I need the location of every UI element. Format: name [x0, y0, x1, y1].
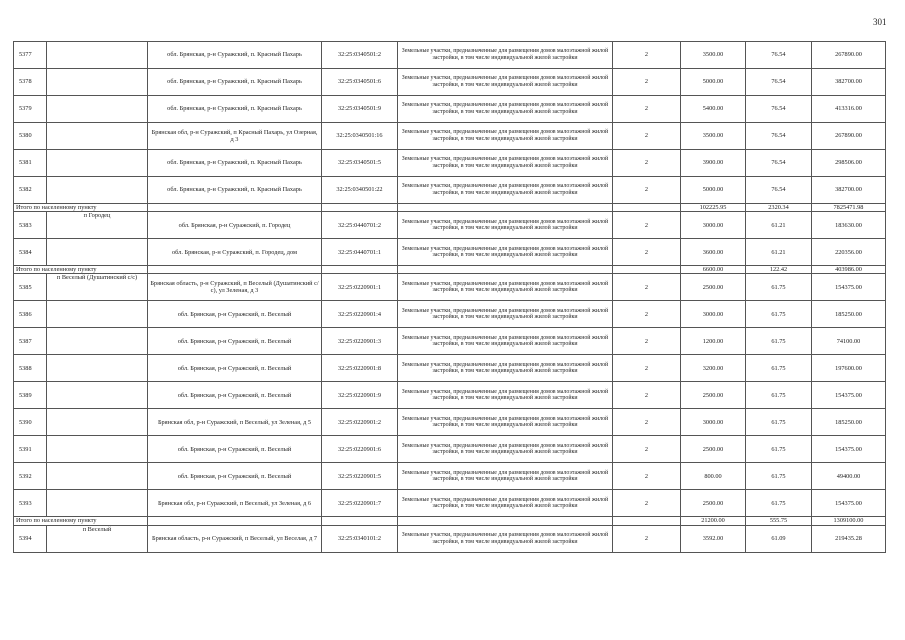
locality-label [47, 239, 148, 266]
rate-cell: 61.75 [746, 490, 812, 517]
locality-label [47, 301, 148, 328]
subtotal-value: 7825471.98 [812, 204, 886, 212]
land-purpose-cell: Земельные участки, предназначенные для размещения домов малоэтажной жилой застройки, в том числе индивидуальной жилой застройки [398, 382, 613, 409]
locality-label: п Городец [47, 212, 148, 239]
cadastral-number-cell: 32:25:0220901:6 [322, 436, 398, 463]
address-cell: обл. Брянская, р-н Суражский, п. Веселый [148, 355, 322, 382]
empty-cell [398, 517, 613, 525]
cadastral-number-cell: 32:25:0440701:1 [322, 239, 398, 266]
subtotal-row [14, 517, 886, 525]
land-purpose-cell: Земельные участки, предназначенные для размещения домов малоэтажной жилой застройки, в том числе индивидуальной жилой застройки [398, 436, 613, 463]
area-cell: 3900.00 [681, 150, 746, 177]
subtotal-rate: 122.42 [746, 266, 812, 274]
group-cell: 2 [613, 436, 681, 463]
land-purpose-cell: Земельные участки, предназначенные для размещения домов малоэтажной жилой застройки, в том числе индивидуальной жилой застройки [398, 69, 613, 96]
cadastral-value-table [13, 41, 886, 553]
empty-cell [148, 517, 322, 525]
cadastral-number-cell: 32:25:0220901:3 [322, 328, 398, 355]
rate-cell: 76.54 [746, 150, 812, 177]
row-number: 5388 [14, 355, 47, 382]
address-cell: Брянская обл, р-н Суражский, п Веселый, ул Зеленая, д 6 [148, 490, 322, 517]
group-cell: 2 [613, 355, 681, 382]
rate-cell: 61.09 [746, 525, 812, 552]
area-cell: 800.00 [681, 463, 746, 490]
subtotal-label: Итого по населенному пункту [14, 204, 148, 212]
rate-cell: 61.75 [746, 274, 812, 301]
group-cell: 2 [613, 274, 681, 301]
empty-cell [398, 204, 613, 212]
cadastral-value-cell: 267890.00 [812, 123, 886, 150]
row-number: 5384 [14, 239, 47, 266]
rate-cell: 76.54 [746, 177, 812, 204]
table-row [14, 490, 886, 517]
subtotal-area: 6600.00 [681, 266, 746, 274]
row-number: 5377 [14, 42, 47, 69]
subtotal-value: 1309100.00 [812, 517, 886, 525]
land-purpose-cell: Земельные участки, предназначенные для размещения домов малоэтажной жилой застройки, в том числе индивидуальной жилой застройки [398, 212, 613, 239]
subtotal-label: Итого по населенному пункту [14, 517, 148, 525]
table-row [14, 409, 886, 436]
cadastral-value-cell: 219435.28 [812, 525, 886, 552]
table-row [14, 328, 886, 355]
land-purpose-cell: Земельные участки, предназначенные для размещения домов малоэтажной жилой застройки, в том числе индивидуальной жилой застройки [398, 409, 613, 436]
locality-label [47, 69, 148, 96]
address-cell: обл. Брянская, р-н Суражский, п. Городец, дом [148, 239, 322, 266]
rate-cell: 61.75 [746, 328, 812, 355]
cadastral-value-cell: 185250.00 [812, 301, 886, 328]
address-cell: обл. Брянская, р-н Суражский, п. Красный Пахарь [148, 42, 322, 69]
rate-cell: 61.75 [746, 382, 812, 409]
cadastral-number-cell: 32:25:0340501:6 [322, 69, 398, 96]
address-cell: обл. Брянская, р-н Суражский, п. Веселый [148, 436, 322, 463]
land-purpose-cell: Земельные участки, предназначенные для размещения домов малоэтажной жилой застройки, в том числе индивидуальной жилой застройки [398, 301, 613, 328]
address-cell: Брянская обл, р-н Суражский, п Веселый, ул Зеленая, д 5 [148, 409, 322, 436]
area-cell: 3500.00 [681, 42, 746, 69]
row-number: 5394 [14, 525, 47, 552]
empty-cell [322, 204, 398, 212]
cadastral-number-cell: 32:25:0220901:7 [322, 490, 398, 517]
table-body [14, 42, 886, 553]
address-cell: Брянская область, р-н Суражский, п Веселый (Душатинский с/с), ул Зеленая, д 3 [148, 274, 322, 301]
subtotal-row [14, 266, 886, 274]
land-purpose-cell: Земельные участки, предназначенные для размещения домов малоэтажной жилой застройки, в том числе индивидуальной жилой застройки [398, 463, 613, 490]
area-cell: 5400.00 [681, 96, 746, 123]
land-purpose-cell: Земельные участки, предназначенные для размещения домов малоэтажной жилой застройки, в том числе индивидуальной жилой застройки [398, 123, 613, 150]
rate-cell: 61.75 [746, 301, 812, 328]
cadastral-number-cell: 32:25:0220901:4 [322, 301, 398, 328]
row-number: 5390 [14, 409, 47, 436]
land-purpose-cell: Земельные участки, предназначенные для размещения домов малоэтажной жилой застройки, в том числе индивидуальной жилой застройки [398, 96, 613, 123]
area-cell: 2500.00 [681, 274, 746, 301]
area-cell: 2500.00 [681, 436, 746, 463]
land-purpose-cell: Земельные участки, предназначенные для размещения домов малоэтажной жилой застройки, в том числе индивидуальной жилой застройки [398, 177, 613, 204]
table-row [14, 42, 886, 69]
row-number: 5389 [14, 382, 47, 409]
row-number: 5380 [14, 123, 47, 150]
row-number: 5392 [14, 463, 47, 490]
row-number: 5393 [14, 490, 47, 517]
row-number: 5385 [14, 274, 47, 301]
subtotal-label: Итого по населенному пункту [14, 266, 148, 274]
table-row [14, 123, 886, 150]
empty-cell [148, 266, 322, 274]
cadastral-number-cell: 32:25:0220901:2 [322, 409, 398, 436]
subtotal-area: 21200.00 [681, 517, 746, 525]
subtotal-rate: 2320.34 [746, 204, 812, 212]
row-number: 5378 [14, 69, 47, 96]
rate-cell: 76.54 [746, 69, 812, 96]
empty-cell [322, 517, 398, 525]
cadastral-value-cell: 154375.00 [812, 274, 886, 301]
area-cell: 2500.00 [681, 490, 746, 517]
area-cell: 3592.00 [681, 525, 746, 552]
address-cell: обл. Брянская, р-н Суражский, п. Красный Пахарь [148, 150, 322, 177]
cadastral-number-cell: 32:25:0220901:5 [322, 463, 398, 490]
group-cell: 2 [613, 150, 681, 177]
locality-label [47, 436, 148, 463]
table-row [14, 96, 886, 123]
cadastral-number-cell: 32:25:0340501:9 [322, 96, 398, 123]
group-cell: 2 [613, 212, 681, 239]
area-cell: 3200.00 [681, 355, 746, 382]
subtotal-row [14, 204, 886, 212]
locality-label [47, 409, 148, 436]
land-purpose-cell: Земельные участки, предназначенные для размещения домов малоэтажной жилой застройки, в том числе индивидуальной жилой застройки [398, 150, 613, 177]
area-cell: 3000.00 [681, 409, 746, 436]
locality-label [47, 177, 148, 204]
table-row [14, 355, 886, 382]
rate-cell: 61.21 [746, 239, 812, 266]
land-purpose-cell: Земельные участки, предназначенные для размещения домов малоэтажной жилой застройки, в том числе индивидуальной жилой застройки [398, 525, 613, 552]
locality-label [47, 490, 148, 517]
cadastral-value-cell: 382700.00 [812, 69, 886, 96]
row-number: 5379 [14, 96, 47, 123]
locality-label [47, 463, 148, 490]
row-number: 5382 [14, 177, 47, 204]
address-cell: обл. Брянская, р-н Суражский, п. Веселый [148, 463, 322, 490]
cadastral-number-cell: 32:25:0440701:2 [322, 212, 398, 239]
locality-label [47, 96, 148, 123]
cadastral-value-cell: 49400.00 [812, 463, 886, 490]
table-row [14, 274, 886, 301]
empty-cell [398, 266, 613, 274]
cadastral-number-cell: 32:25:0220901:9 [322, 382, 398, 409]
table-row [14, 177, 886, 204]
cadastral-value-cell: 413316.00 [812, 96, 886, 123]
locality-label [47, 382, 148, 409]
address-cell: обл. Брянская, р-н Суражский, п. Веселый [148, 328, 322, 355]
group-cell: 2 [613, 382, 681, 409]
table-row [14, 69, 886, 96]
area-cell: 3000.00 [681, 212, 746, 239]
cadastral-value-cell: 298506.00 [812, 150, 886, 177]
table-row [14, 525, 886, 552]
address-cell: Брянская обл, р-н Суражский, п Красный Пахарь, ул Озерная, д 3 [148, 123, 322, 150]
group-cell: 2 [613, 42, 681, 69]
rate-cell: 61.75 [746, 409, 812, 436]
cadastral-number-cell: 32:25:0340501:16 [322, 123, 398, 150]
empty-cell [613, 517, 681, 525]
land-purpose-cell: Земельные участки, предназначенные для размещения домов малоэтажной жилой застройки, в том числе индивидуальной жилой застройки [398, 355, 613, 382]
area-cell: 3600.00 [681, 239, 746, 266]
area-cell: 5000.00 [681, 69, 746, 96]
land-purpose-cell: Земельные участки, предназначенные для размещения домов малоэтажной жилой застройки, в том числе индивидуальной жилой застройки [398, 274, 613, 301]
land-purpose-cell: Земельные участки, предназначенные для размещения домов малоэтажной жилой застройки, в том числе индивидуальной жилой застройки [398, 328, 613, 355]
address-cell: обл. Брянская, р-н Суражский, п. Городец [148, 212, 322, 239]
rate-cell: 61.21 [746, 212, 812, 239]
cadastral-number-cell: 32:25:0220901:8 [322, 355, 398, 382]
cadastral-value-cell: 74100.00 [812, 328, 886, 355]
locality-label [47, 355, 148, 382]
cadastral-value-cell: 197600.00 [812, 355, 886, 382]
rate-cell: 76.54 [746, 42, 812, 69]
locality-label [47, 328, 148, 355]
table-row [14, 463, 886, 490]
address-cell: обл. Брянская, р-н Суражский, п. Красный Пахарь [148, 177, 322, 204]
rate-cell: 76.54 [746, 123, 812, 150]
group-cell: 2 [613, 525, 681, 552]
group-cell: 2 [613, 177, 681, 204]
cadastral-number-cell: 32:25:0340501:22 [322, 177, 398, 204]
rate-cell: 61.75 [746, 355, 812, 382]
locality-label: п Веселый [47, 525, 148, 552]
empty-cell [148, 204, 322, 212]
empty-cell [322, 266, 398, 274]
group-cell: 2 [613, 123, 681, 150]
cadastral-value-cell: 267890.00 [812, 42, 886, 69]
cadastral-number-cell: 32:25:0340101:2 [322, 525, 398, 552]
area-cell: 1200.00 [681, 328, 746, 355]
address-cell: Брянская область, р-н Суражский, п Веселый, ул Веселая, д 7 [148, 525, 322, 552]
land-purpose-cell: Земельные участки, предназначенные для размещения домов малоэтажной жилой застройки, в том числе индивидуальной жилой застройки [398, 239, 613, 266]
cadastral-value-cell: 154375.00 [812, 382, 886, 409]
table-row [14, 382, 886, 409]
group-cell: 2 [613, 409, 681, 436]
cadastral-number-cell: 32:25:0220901:1 [322, 274, 398, 301]
cadastral-value-cell: 185250.00 [812, 409, 886, 436]
row-number: 5391 [14, 436, 47, 463]
table-row [14, 212, 886, 239]
row-number: 5387 [14, 328, 47, 355]
area-cell: 2500.00 [681, 382, 746, 409]
group-cell: 2 [613, 328, 681, 355]
land-purpose-cell: Земельные участки, предназначенные для размещения домов малоэтажной жилой застройки, в том числе индивидуальной жилой застройки [398, 490, 613, 517]
row-number: 5381 [14, 150, 47, 177]
address-cell: обл. Брянская, р-н Суражский, п. Веселый [148, 301, 322, 328]
area-cell: 5000.00 [681, 177, 746, 204]
table-row [14, 150, 886, 177]
subtotal-rate: 555.75 [746, 517, 812, 525]
locality-label [47, 42, 148, 69]
area-cell: 3500.00 [681, 123, 746, 150]
page-number: 301 [873, 17, 887, 27]
cadastral-value-cell: 382700.00 [812, 177, 886, 204]
group-cell: 2 [613, 96, 681, 123]
address-cell: обл. Брянская, р-н Суражский, п. Веселый [148, 382, 322, 409]
area-cell: 3000.00 [681, 301, 746, 328]
empty-cell [613, 266, 681, 274]
cadastral-value-cell: 220356.00 [812, 239, 886, 266]
cadastral-number-cell: 32:25:0340501:5 [322, 150, 398, 177]
subtotal-value: 403986.00 [812, 266, 886, 274]
locality-label [47, 150, 148, 177]
rate-cell: 76.54 [746, 96, 812, 123]
table-row [14, 436, 886, 463]
rate-cell: 61.75 [746, 436, 812, 463]
empty-cell [613, 204, 681, 212]
address-cell: обл. Брянская, р-н Суражский, п. Красный Пахарь [148, 96, 322, 123]
group-cell: 2 [613, 490, 681, 517]
group-cell: 2 [613, 301, 681, 328]
subtotal-area: 102225.95 [681, 204, 746, 212]
group-cell: 2 [613, 463, 681, 490]
table-row [14, 239, 886, 266]
land-purpose-cell: Земельные участки, предназначенные для размещения домов малоэтажной жилой застройки, в том числе индивидуальной жилой застройки [398, 42, 613, 69]
table-row [14, 301, 886, 328]
cadastral-value-cell: 154375.00 [812, 436, 886, 463]
row-number: 5383 [14, 212, 47, 239]
group-cell: 2 [613, 69, 681, 96]
locality-label: п Веселый (Душатинский с/с) [47, 274, 148, 301]
rate-cell: 61.75 [746, 463, 812, 490]
cadastral-value-cell: 183630.00 [812, 212, 886, 239]
group-cell: 2 [613, 239, 681, 266]
row-number: 5386 [14, 301, 47, 328]
address-cell: обл. Брянская, р-н Суражский, п. Красный Пахарь [148, 69, 322, 96]
cadastral-value-cell: 154375.00 [812, 490, 886, 517]
locality-label [47, 123, 148, 150]
cadastral-number-cell: 32:25:0340501:2 [322, 42, 398, 69]
